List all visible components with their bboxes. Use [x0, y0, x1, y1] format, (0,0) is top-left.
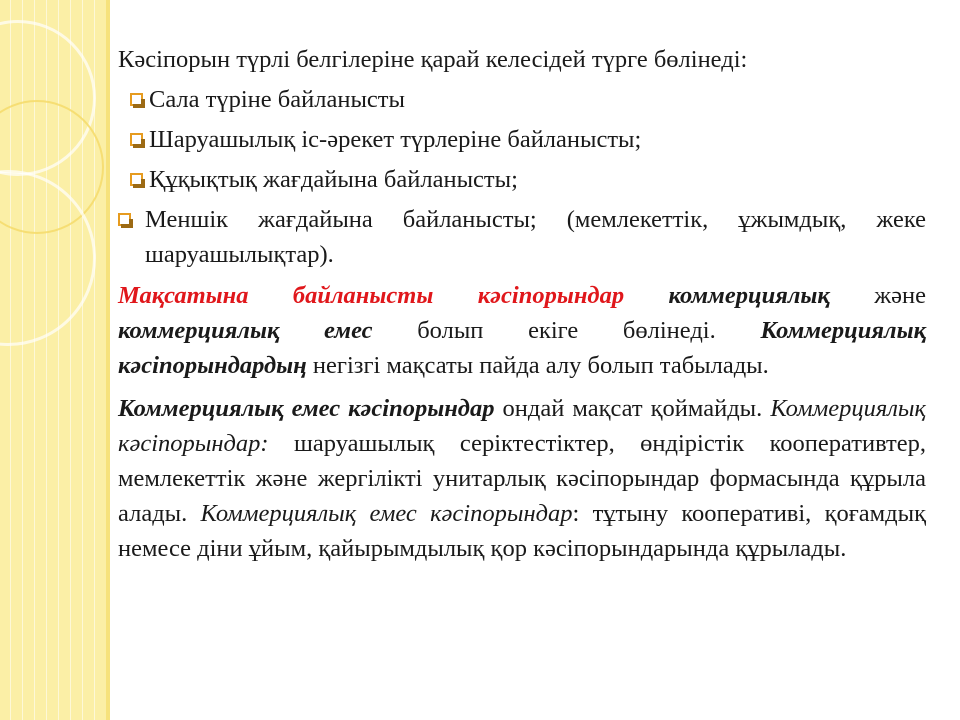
plain-text: шаруашылық серіктестіктер, өндірістік кооперативтер, мемлекеттік және жергілікті унитарлық кәсіпорындар формасында құрыла алады.: [118, 430, 926, 527]
list-item-label: Сала түріне байланысты: [149, 86, 405, 113]
paragraph-goals: [118, 278, 926, 383]
list-item: [130, 162, 926, 197]
square-bullet-icon: [118, 213, 131, 226]
paragraph-noncommercial: [118, 391, 926, 566]
plain-text: негізгі мақсаты пайда алу болып табылады.: [306, 352, 769, 379]
italic-term: Коммерциялық емес кәсіпорындар: [200, 500, 573, 527]
list-item-label: Меншік жағдайына байланысты; (мемлекеттік, ұжымдық, жеке шаруашылықтар).: [145, 206, 926, 268]
bold-term: Коммерциялық кәсіпорындардың: [118, 317, 926, 379]
square-bullet-icon: [130, 173, 143, 186]
plain-text: болып екіге бөлінеді.: [372, 317, 761, 344]
list-item-label: Шаруашылық іс-әрекет түрлеріне байланысты;: [149, 126, 642, 153]
list-item: [130, 82, 926, 117]
intro-text: Кәсіпорын түрлі белгілеріне қарай келесідей түрге бөлінеді:: [118, 46, 748, 73]
plain-text: және: [829, 282, 926, 309]
list-item: [130, 122, 926, 157]
italic-term: Коммерциялық кәсіпорындар:: [118, 395, 926, 457]
bold-term: Коммерциялық емес кәсіпорындар: [118, 395, 495, 422]
plain-text: ондай мақсат қоймайды.: [494, 395, 771, 422]
square-bullet-icon: [130, 133, 143, 146]
plain-text: : тұтыну кооперативі, қоғамдық немесе діни ұйым, қайырымдылық қор кәсіпорындарында құрылады.: [118, 500, 926, 562]
square-bullet-icon: [130, 93, 143, 106]
bold-term: коммерциялық емес: [118, 317, 373, 344]
decorative-sidebar: [0, 0, 110, 720]
highlight-red-text: Мақсатына байланысты кәсіпорындар: [118, 282, 625, 309]
slide-content: [118, 42, 926, 574]
list-item-label: Құқықтық жағдайына байланысты;: [149, 166, 518, 193]
bold-term: коммерциялық: [668, 282, 830, 309]
list-item: [118, 202, 926, 272]
